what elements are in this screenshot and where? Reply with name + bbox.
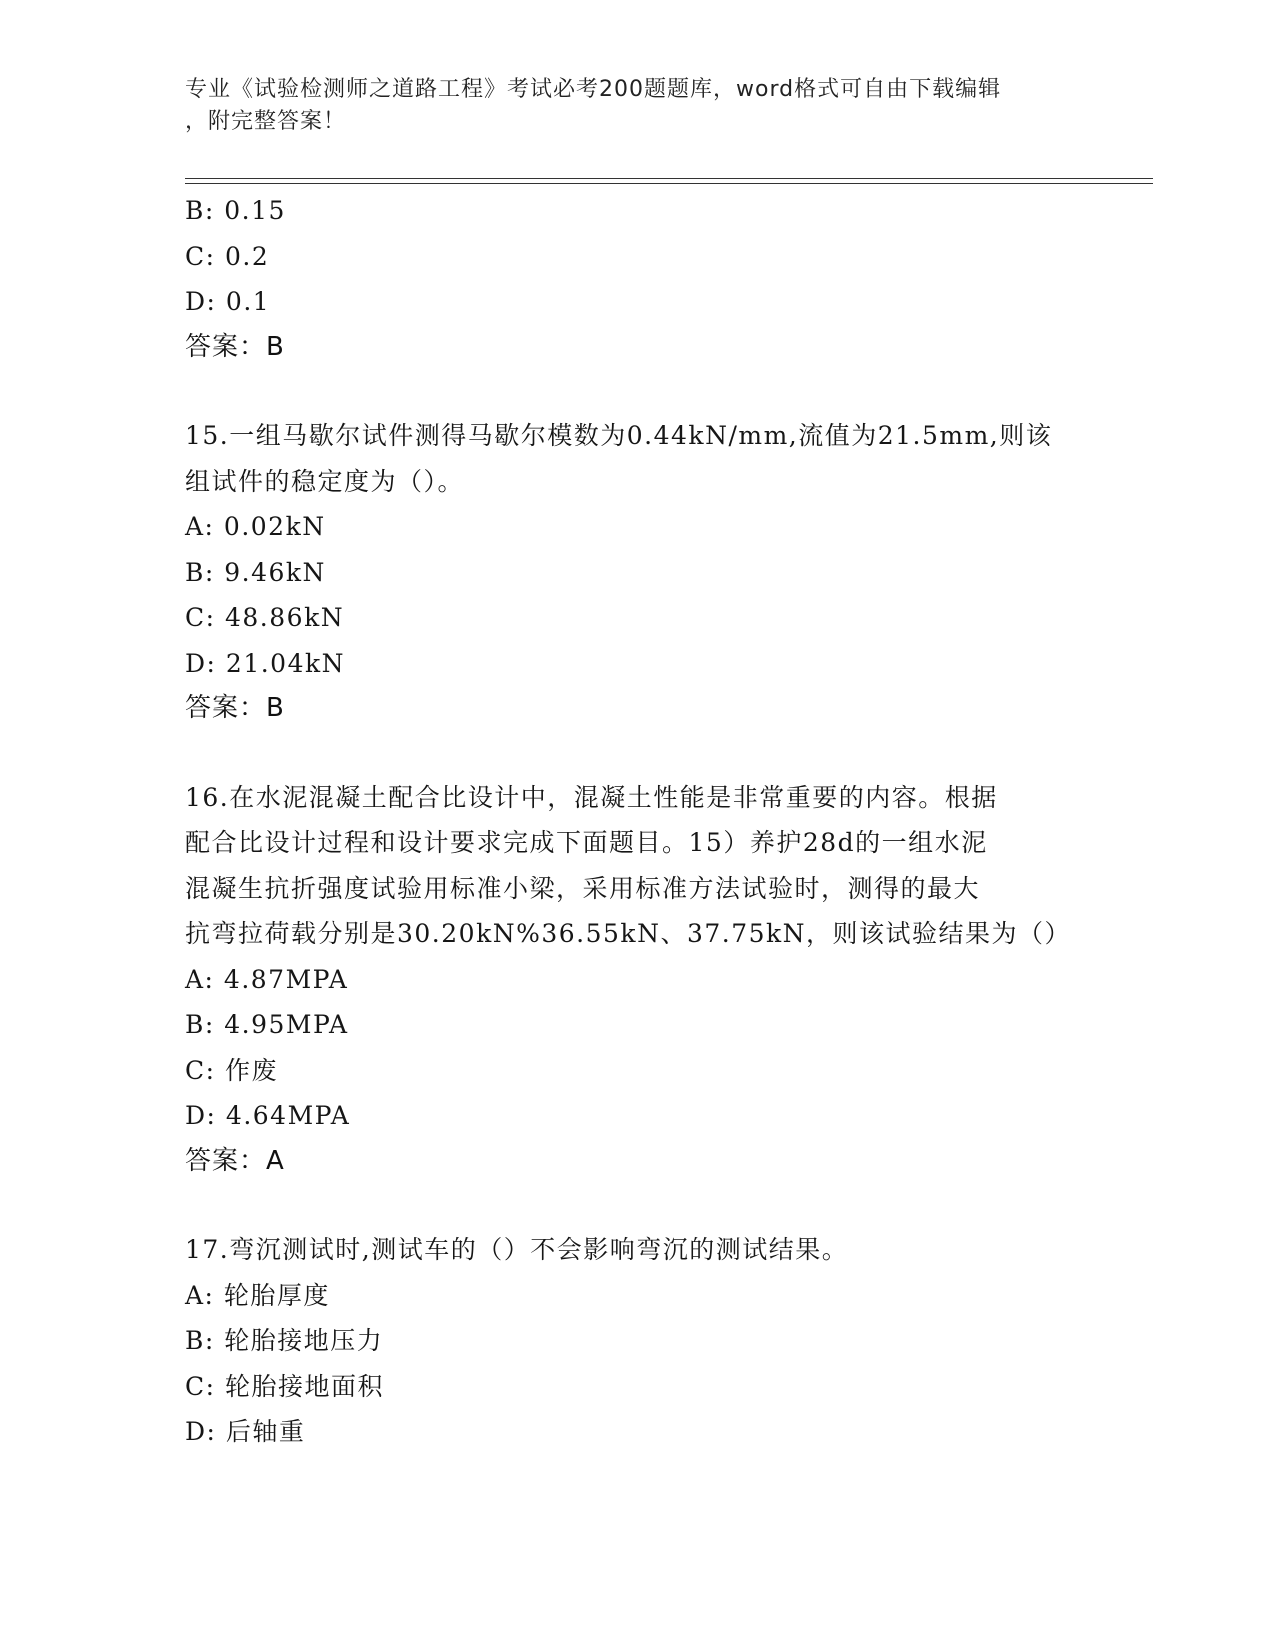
option-c: C: 轮胎接地面积 (185, 1371, 384, 1401)
option-b: B: 4.95MPA (185, 1010, 349, 1039)
answer-line: 答案：B (185, 331, 285, 362)
option-c: C: 0.2 (185, 241, 270, 271)
answer-line: 答案：B (185, 693, 285, 723)
question-17 (185, 1227, 1105, 1455)
spacer (185, 732, 1105, 775)
option-a: A: 0.02kN (185, 512, 326, 541)
question-text-line: 配合比设计过程和设计要求完成下面题目。15）养护28d的一组水泥 (185, 828, 988, 857)
option-d: D: 后轴重 (185, 1417, 306, 1446)
question-text-line: 抗弯拉荷载分别是30.20kN%36.55kN、37.75kN，则该试验结果为（） (185, 919, 1072, 948)
question-text-line: 16.在水泥混凝土配合比设计中，混凝土性能是非常重要的内容。根据 (185, 782, 998, 812)
spacer (185, 1184, 1105, 1227)
option-c: C: 作废 (185, 1055, 278, 1085)
document-body (185, 188, 1105, 1455)
spacer (185, 370, 1105, 413)
option-b: B: 9.46kN (185, 557, 326, 587)
option-c: C: 48.86kN (185, 603, 345, 632)
question-text (185, 413, 1105, 504)
header-rule-top (185, 178, 1153, 179)
question-15 (185, 413, 1105, 732)
header-rule-bottom (185, 183, 1153, 184)
question-text (185, 1227, 1105, 1273)
option-b: B: 0.15 (185, 196, 286, 225)
question-16 (185, 775, 1105, 1185)
document-header (185, 74, 1065, 138)
question-text-line: 17.弯沉测试时,测试车的（）不会影响弯沉的测试结果。 (185, 1235, 849, 1264)
question-text (185, 775, 1105, 957)
prev-question (185, 188, 1105, 370)
question-text-line: 组试件的稳定度为（）。 (185, 466, 465, 496)
question-text-line: 15.一组马歇尔试件测得马歇尔模数为0.44kN/mm,流值为21.5mm,则该 (185, 421, 1053, 450)
option-d: D: 0.1 (185, 287, 271, 316)
option-a: A: 4.87MPA (185, 964, 349, 994)
option-d: D: 4.64MPA (185, 1101, 351, 1130)
option-d: D: 21.04kN (185, 648, 346, 678)
answer-line: 答案：A (185, 1145, 285, 1176)
option-b: B: 轮胎接地压力 (185, 1326, 384, 1355)
option-a: A: 轮胎厚度 (185, 1280, 330, 1310)
header-line-2: ，附完整答案！ (185, 109, 347, 134)
header-line-1: 专业《试验检测师之道路工程》考试必考200题题库，word格式可自由下载编辑 (185, 77, 1002, 102)
question-text-line: 混凝生抗折强度试验用标准小梁，采用标准方法试验时，测得的最大 (185, 873, 981, 903)
